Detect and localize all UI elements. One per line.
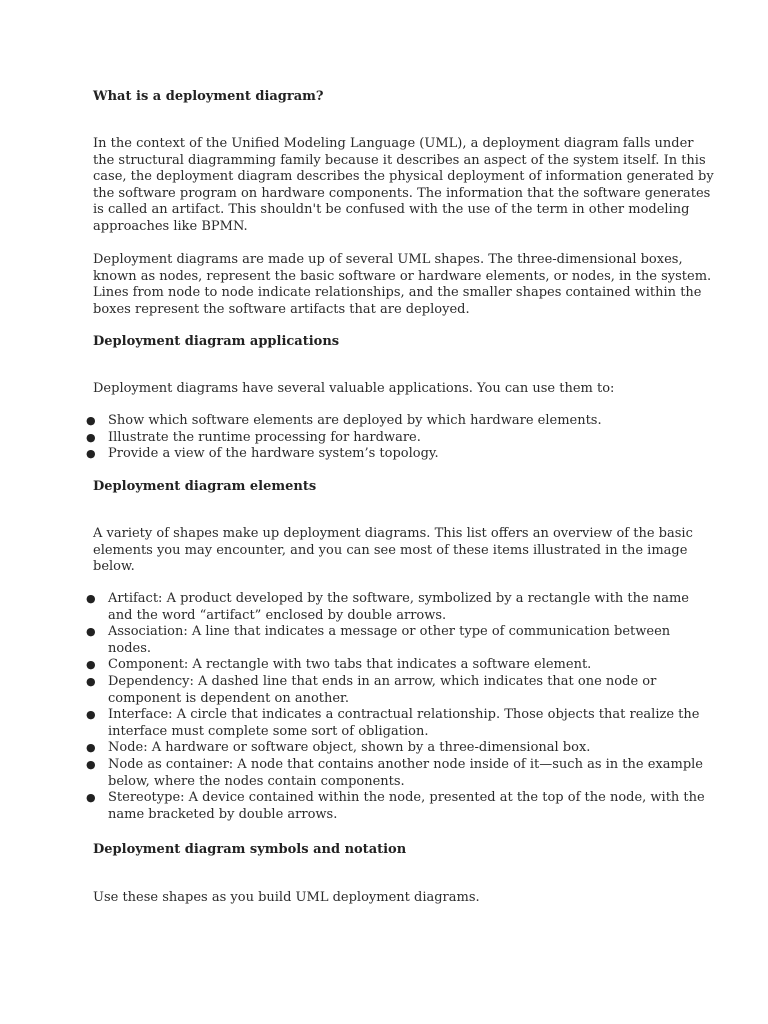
list-item-node-as-container — [0, 757, 768, 790]
heading-what-is-deployment-diagram: What is a deployment diagram? — [93, 89, 324, 104]
paragraph-intro — [93, 136, 714, 236]
list-item-interface — [0, 707, 768, 740]
paragraph-line: Lines from node to node indicate relationships, and the smaller shapes contained within the — [93, 285, 702, 301]
list-item-artifact — [0, 591, 768, 624]
list-item-text: Interface: A circle that indicates a contractual relationship. Those objects that realize the — [108, 707, 700, 723]
paragraph-line: elements you may encounter, and you can see most of these items illustrated in the image — [93, 542, 688, 558]
list-item — [0, 446, 768, 463]
list-item-text: Component: A rectangle with two tabs that indicates a software element. — [108, 657, 592, 673]
paragraph-line: the structural diagramming family because it describes an aspect of the system itself. In this — [93, 152, 706, 168]
list-item-text: component is dependent on another. — [108, 690, 349, 706]
elements-list — [0, 591, 768, 823]
bullet-icon: ● — [86, 674, 96, 688]
bullet-icon: ● — [86, 658, 96, 672]
paragraph-line: below. — [93, 559, 135, 575]
list-item-text: nodes. — [108, 640, 152, 656]
bullet-icon: ● — [86, 708, 96, 722]
list-item-text: Dependency: A dashed line that ends in an arrow, which indicates that one node or — [108, 673, 657, 689]
bullet-icon: ● — [86, 757, 96, 771]
bullet-icon: ● — [86, 592, 96, 605]
paragraph-line: A variety of shapes make up deployment diagrams. This list offers an overview of the basic — [93, 526, 693, 541]
paragraph-line: approaches like BPMN. — [93, 218, 248, 234]
list-item-text: Association: A line that indicates a message or other type of communication between — [108, 624, 671, 640]
paragraph-line: boxes represent the software artifacts that are deployed. — [93, 301, 470, 317]
paragraph-line: known as nodes, represent the basic software or hardware elements, or nodes, in the system. — [93, 268, 712, 284]
bullet-icon: ● — [86, 741, 96, 755]
list-item — [0, 430, 768, 447]
bullet-icon: ● — [86, 791, 96, 805]
list-item-association — [0, 624, 768, 657]
list-item-text: Illustrate the runtime processing for hardware. — [108, 429, 421, 445]
applications-list — [0, 413, 768, 463]
paragraph-line: Deployment diagrams are made up of several UML shapes. The three-dimensional boxes, — [93, 252, 683, 267]
list-item-component — [0, 657, 768, 674]
heading-symbols-notation: Deployment diagram symbols and notation — [93, 842, 407, 857]
list-item-node — [0, 740, 768, 757]
paragraph-shapes — [93, 252, 712, 318]
list-item — [0, 413, 768, 430]
list-item-text: and the word “artifact” enclosed by double arrows. — [108, 607, 447, 623]
list-item-text: Stereotype: A device contained within the node, presented at the top of the node, with the — [108, 790, 705, 806]
paragraph-symbols-intro — [93, 890, 683, 907]
list-item-dependency — [0, 674, 768, 707]
paragraph-line: In the context of the Unified Modeling Language (UML), a deployment diagram falls under — [93, 136, 694, 151]
list-item-text: Node as container: A node that contains another node inside of it—such as in the example — [108, 756, 704, 772]
list-item-text: interface must complete some sort of obligation. — [108, 723, 429, 739]
paragraph-elements-intro — [93, 526, 693, 576]
heading-elements: Deployment diagram elements — [93, 479, 317, 494]
bullet-icon: ● — [86, 430, 96, 444]
list-item-text: Show which software elements are deployed by which hardware elements. — [108, 413, 602, 428]
paragraph-line: is called an artifact. This shouldn't be confused with the use of the term in other modeling — [93, 202, 690, 218]
bullet-icon: ● — [86, 414, 96, 427]
paragraph-applications-intro — [93, 381, 683, 398]
bullet-icon: ● — [86, 447, 96, 461]
heading-applications: Deployment diagram applications — [93, 334, 340, 349]
list-item-text: name bracketed by double arrows. — [108, 806, 338, 822]
list-item-stereotype — [0, 790, 768, 823]
list-item-text: Artifact: A product developed by the software, symbolized by a rectangle with the name — [108, 591, 689, 606]
bullet-icon: ● — [86, 625, 96, 639]
paragraph-line: Use these shapes as you build UML deployment diagrams. — [93, 890, 480, 905]
list-item-text: Node: A hardware or software object, shown by a three-dimensional box. — [108, 740, 591, 756]
paragraph-line: case, the deployment diagram describes the physical deployment of information generated by — [93, 169, 714, 185]
paragraph-line: Deployment diagrams have several valuable applications. You can use them to: — [93, 381, 615, 396]
paragraph-line: the software program on hardware components. The information that the software generates — [93, 185, 711, 201]
list-item-text: below, where the nodes contain components. — [108, 773, 405, 789]
list-item-text: Provide a view of the hardware system’s topology. — [108, 446, 439, 462]
